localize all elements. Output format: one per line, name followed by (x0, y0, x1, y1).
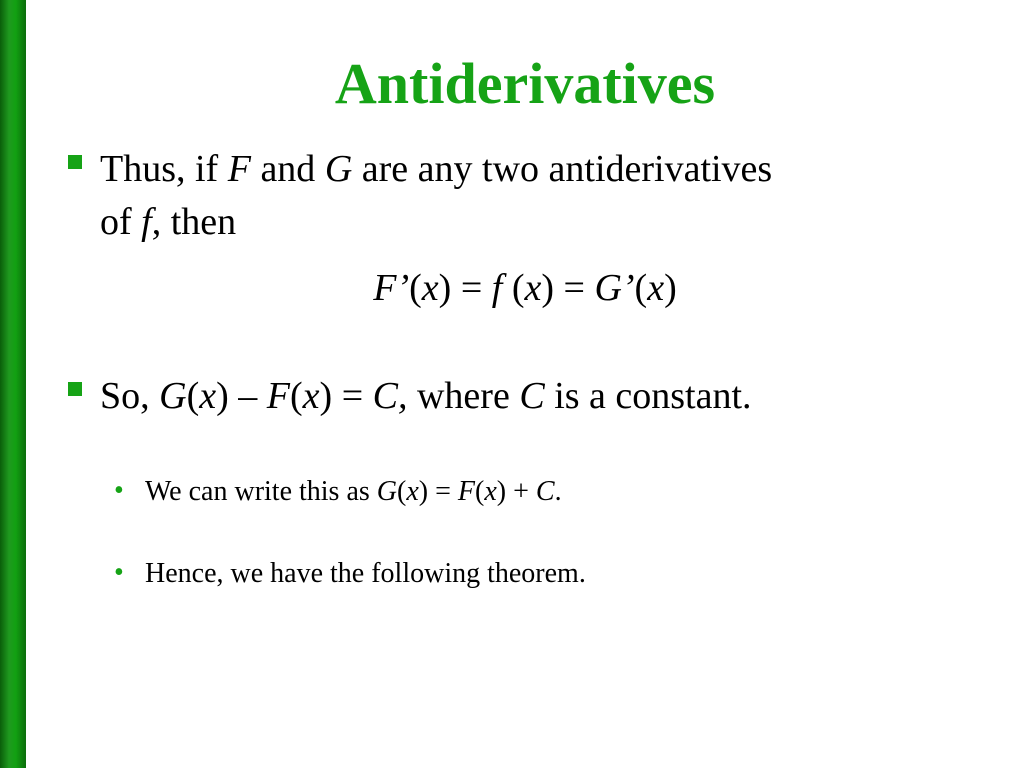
equation-derivatives: F’(x) = f (x) = G’(x) (373, 267, 677, 309)
square-bullet-icon (68, 155, 82, 169)
bullet-1-line-2: of f, then (100, 201, 237, 243)
left-accent-bar (0, 0, 26, 768)
square-bullet-icon (68, 382, 82, 396)
bullet-1-line-1: Thus, if F and G are any two antiderivatives (100, 148, 773, 190)
sub-bullet-1: We can write this as G(x) = F(x) + C. (145, 476, 562, 507)
bullet-2: So, G(x) – F(x) = C, where C is a constant. (100, 375, 752, 417)
dot-bullet-icon: • (114, 557, 124, 588)
slide-title: Antiderivatives (334, 51, 716, 116)
dot-bullet-icon: • (114, 475, 124, 506)
sub-bullet-2: Hence, we have the following theorem. (145, 558, 586, 589)
